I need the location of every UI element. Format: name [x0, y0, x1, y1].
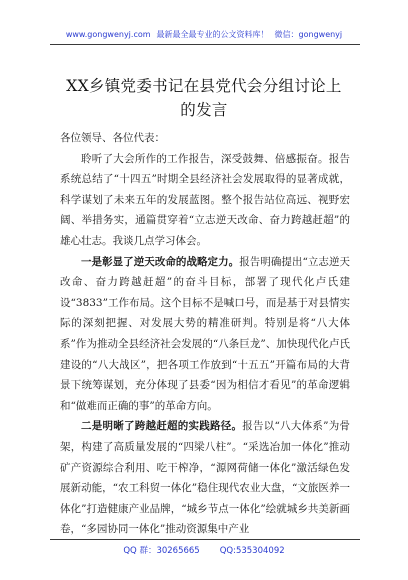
- paragraph-2: [60, 252, 350, 417]
- paragraph-1: 聆听了大会所作的工作报告，深受鼓舞、倍感振奋。报告系统总结了“十四五”时期全县经济社会发展取得的显著成就，科学谋划了未来五年的发展蓝图。整个报告站位高远、视野宏阔、举措务实，通篇贯穿着“立志逆天改命、奋力跨越赶超”的雄心壮志。我谈几点学习体会。: [60, 152, 350, 247]
- footer-qq: QQ:535304092: [219, 546, 285, 556]
- paragraph-3: [60, 416, 350, 540]
- paragraph-3-text: 报告以“八大体系”为骨架，构建了高质量发展的“四梁八柱”。“采选冶加一体化”推动矿产资源综合利用、吃干榨净，“源网荷储一体化”激活绿色发展新动能，“农工科贸一体化”稳住现代农业大盘，“文旅医养一体化”打造健康产业品牌，“城乡节点一体化”绘就城乡共美新画卷，“多园协同一体化”推动资源集中产业: [60, 420, 350, 536]
- header-slogan: 最新最全最专业的公文资料库！: [156, 30, 269, 39]
- header-divider: [50, 44, 360, 45]
- paragraph-2-lead: 一是彰显了逆天改命的战略定力。: [81, 255, 240, 268]
- document-body: [60, 128, 350, 540]
- header-site-link[interactable]: www.gongwenyj.com: [65, 30, 151, 39]
- document-title: XX乡镇党委书记在县党代会分组讨论上的发言: [66, 77, 342, 119]
- page-header: [0, 29, 408, 40]
- footer-qq-group: QQ 群：30265665: [123, 546, 200, 556]
- paragraph-2-text: 报告明确提出“立志逆天改命、奋力跨越赶超”的奋斗目标，部署了现代化卢氏建设“3833”工作布局。这个目标不是喊口号，而是基于对县情实际的深刻把握、对发展大势的精准研判。特别是将“八大体系”作为推动全县经济社会发展的“八条巨龙”、加快现代化卢氏建设的“八大战区”，把各项工作放到“十五五”开篇布局的大背景下统筹谋划，充分体现了县委“因为相信才看见”的革命逻辑和“做难而正确的事”的革命方向。: [60, 255, 351, 412]
- paragraph-3-lead: 二是明晰了跨越赶超的实践路径。: [81, 420, 243, 433]
- footer-divider: [50, 539, 360, 540]
- salutation: 各位领导、各位代表：: [60, 132, 165, 144]
- header-wechat: 微信：gongwenyj: [274, 30, 343, 39]
- page-footer: [0, 544, 408, 556]
